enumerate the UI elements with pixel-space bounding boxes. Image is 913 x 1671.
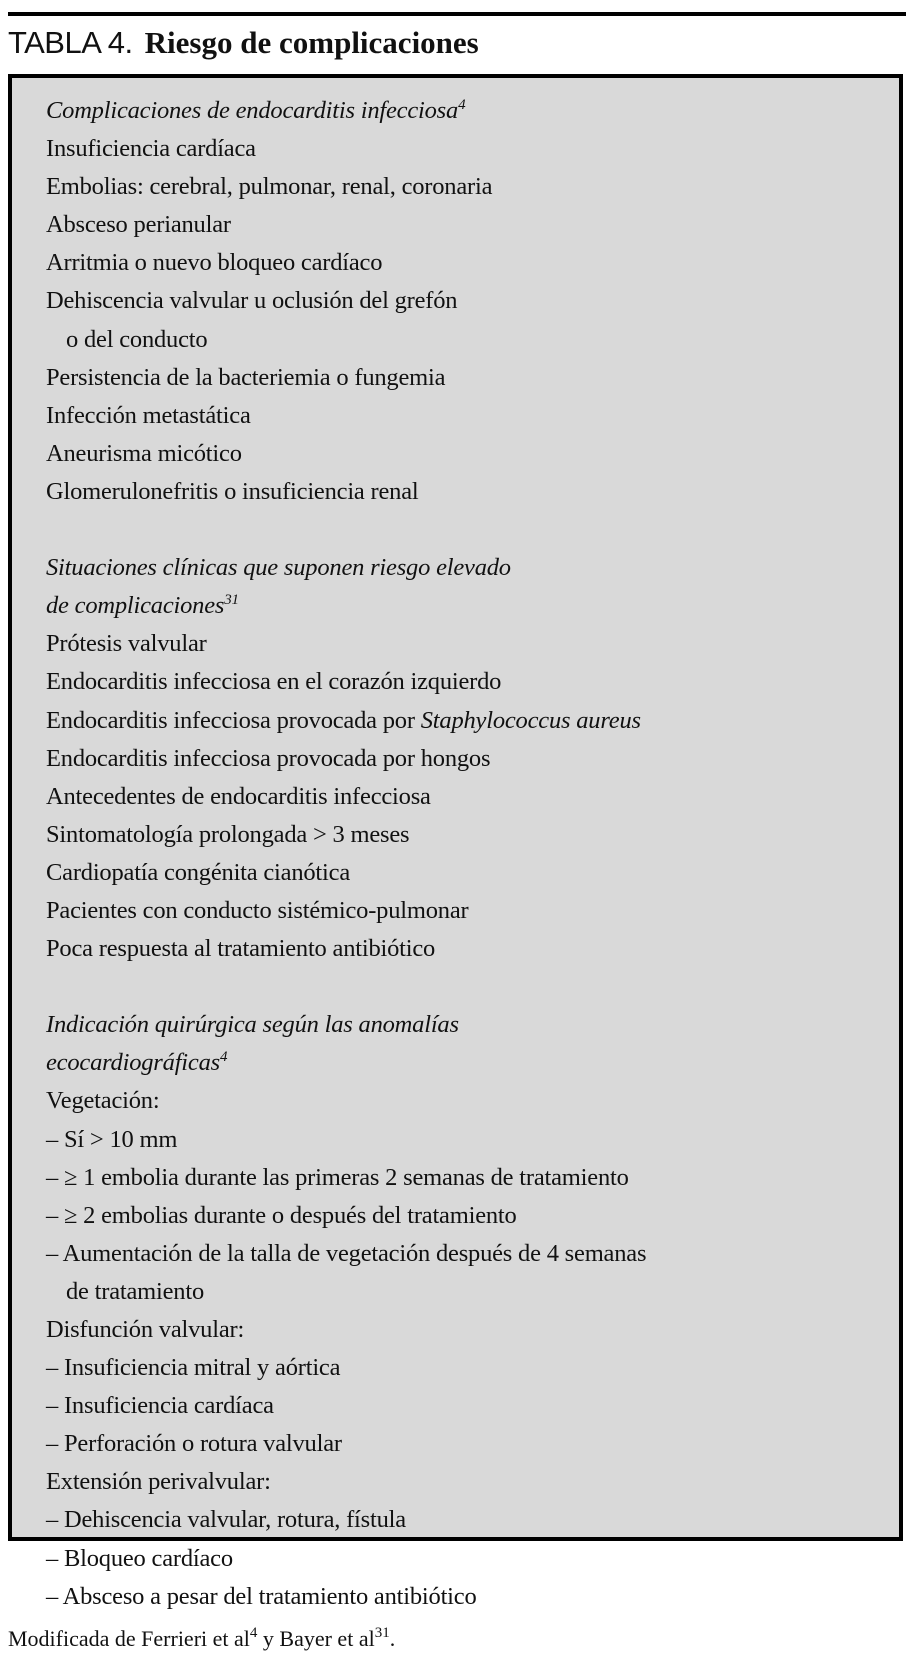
reference: 4	[458, 97, 466, 113]
list-item: – Insuficiencia mitral y aórtica	[46, 1354, 341, 1382]
list-item: – Absceso a pesar del tratamiento antibiótico	[46, 1582, 477, 1610]
list-item: Endocarditis infecciosa provocada por hongos	[46, 744, 491, 772]
species-name: Staphylococcus aureus	[420, 706, 641, 734]
table-label: TABLA 4.	[8, 25, 133, 60]
reference: 31	[374, 1625, 390, 1641]
list-item-continuation: de tratamiento	[66, 1277, 205, 1305]
list-item	[46, 702, 889, 740]
list-item: – Perforación o rotura valvular	[46, 1430, 342, 1458]
footnote-text: y Bayer et al	[257, 1626, 375, 1651]
reference: 4	[219, 1049, 228, 1066]
list-item: Poca respuesta al tratamiento antibiótico	[46, 935, 436, 963]
list-item: – ≥ 1 embolia durante las primeras 2 semanas de tratamiento	[46, 1163, 629, 1191]
list-item: Pacientes con conducto sistémico-pulmonar	[46, 896, 469, 924]
heading-text: Complicaciones de endocarditis infecciosa	[46, 97, 459, 124]
list-item: – Dehiscencia valvular, rotura, fístula	[46, 1506, 406, 1534]
list-item: Arritmia o nuevo bloqueo cardíaco	[46, 249, 383, 277]
list-item: Extensión perivalvular:	[46, 1468, 271, 1496]
list-item: Glomerulonefritis o insuficiencia renal	[46, 477, 419, 505]
list-item: Antecedentes de endocarditis infecciosa	[46, 782, 431, 810]
table-name: Riesgo de complicaciones	[144, 25, 479, 60]
list-item: – ≥ 2 embolias durante o después del tratamiento	[46, 1201, 517, 1229]
table-footnote	[8, 1624, 395, 1654]
list-item: Prótesis valvular	[46, 630, 207, 658]
list-item: – Insuficiencia cardíaca	[46, 1392, 274, 1420]
heading-text: ecocardiográficas	[46, 1049, 220, 1077]
list-item: Sintomatología prolongada > 3 meses	[46, 820, 410, 848]
list-item: – Aumentación de la talla de vegetación después de 4 semanas	[46, 1239, 647, 1267]
top-rule	[8, 12, 906, 16]
spacer	[46, 511, 889, 549]
section-heading: Indicación quirúrgica según las anomalías	[46, 1011, 459, 1039]
list-item: – Bloqueo cardíaco	[46, 1544, 233, 1572]
list-item: Disfunción valvular:	[46, 1316, 245, 1343]
section-heading	[46, 1044, 889, 1082]
table-title	[8, 20, 479, 66]
list-item: – Sí > 10 mm	[46, 1125, 178, 1153]
table-body	[46, 92, 889, 1616]
reference: 31	[224, 592, 239, 609]
section-heading: Situaciones clínicas que suponen riesgo elevado	[46, 554, 511, 582]
list-item: Aneurisma micótico	[46, 439, 242, 467]
list-item: Vegetación:	[46, 1087, 160, 1115]
list-item: Persistencia de la bacteriemia o fungemia	[46, 363, 446, 391]
item-text: Endocarditis infecciosa provocada por	[46, 706, 421, 734]
list-item-continuation: o del conducto	[66, 325, 208, 353]
list-item: Insuficiencia cardíaca	[46, 135, 256, 163]
section-heading	[46, 92, 889, 130]
list-item: Endocarditis infecciosa en el corazón izquierdo	[46, 668, 502, 696]
list-item: Absceso perianular	[46, 211, 231, 239]
spacer	[46, 968, 889, 1006]
list-item: Dehiscencia valvular u oclusión del grefón	[46, 287, 458, 315]
footnote-text: .	[389, 1626, 396, 1651]
table-box	[8, 74, 903, 1610]
heading-text: de complicaciones	[46, 592, 225, 620]
section-heading	[46, 587, 889, 625]
reference: 4	[249, 1625, 258, 1641]
footnote-text: Modificada de Ferrieri et al	[8, 1626, 250, 1651]
list-item: Infección metastática	[46, 401, 251, 429]
list-item: Embolias: cerebral, pulmonar, renal, coronaria	[46, 173, 493, 201]
list-item: Cardiopatía congénita cianótica	[46, 858, 350, 886]
